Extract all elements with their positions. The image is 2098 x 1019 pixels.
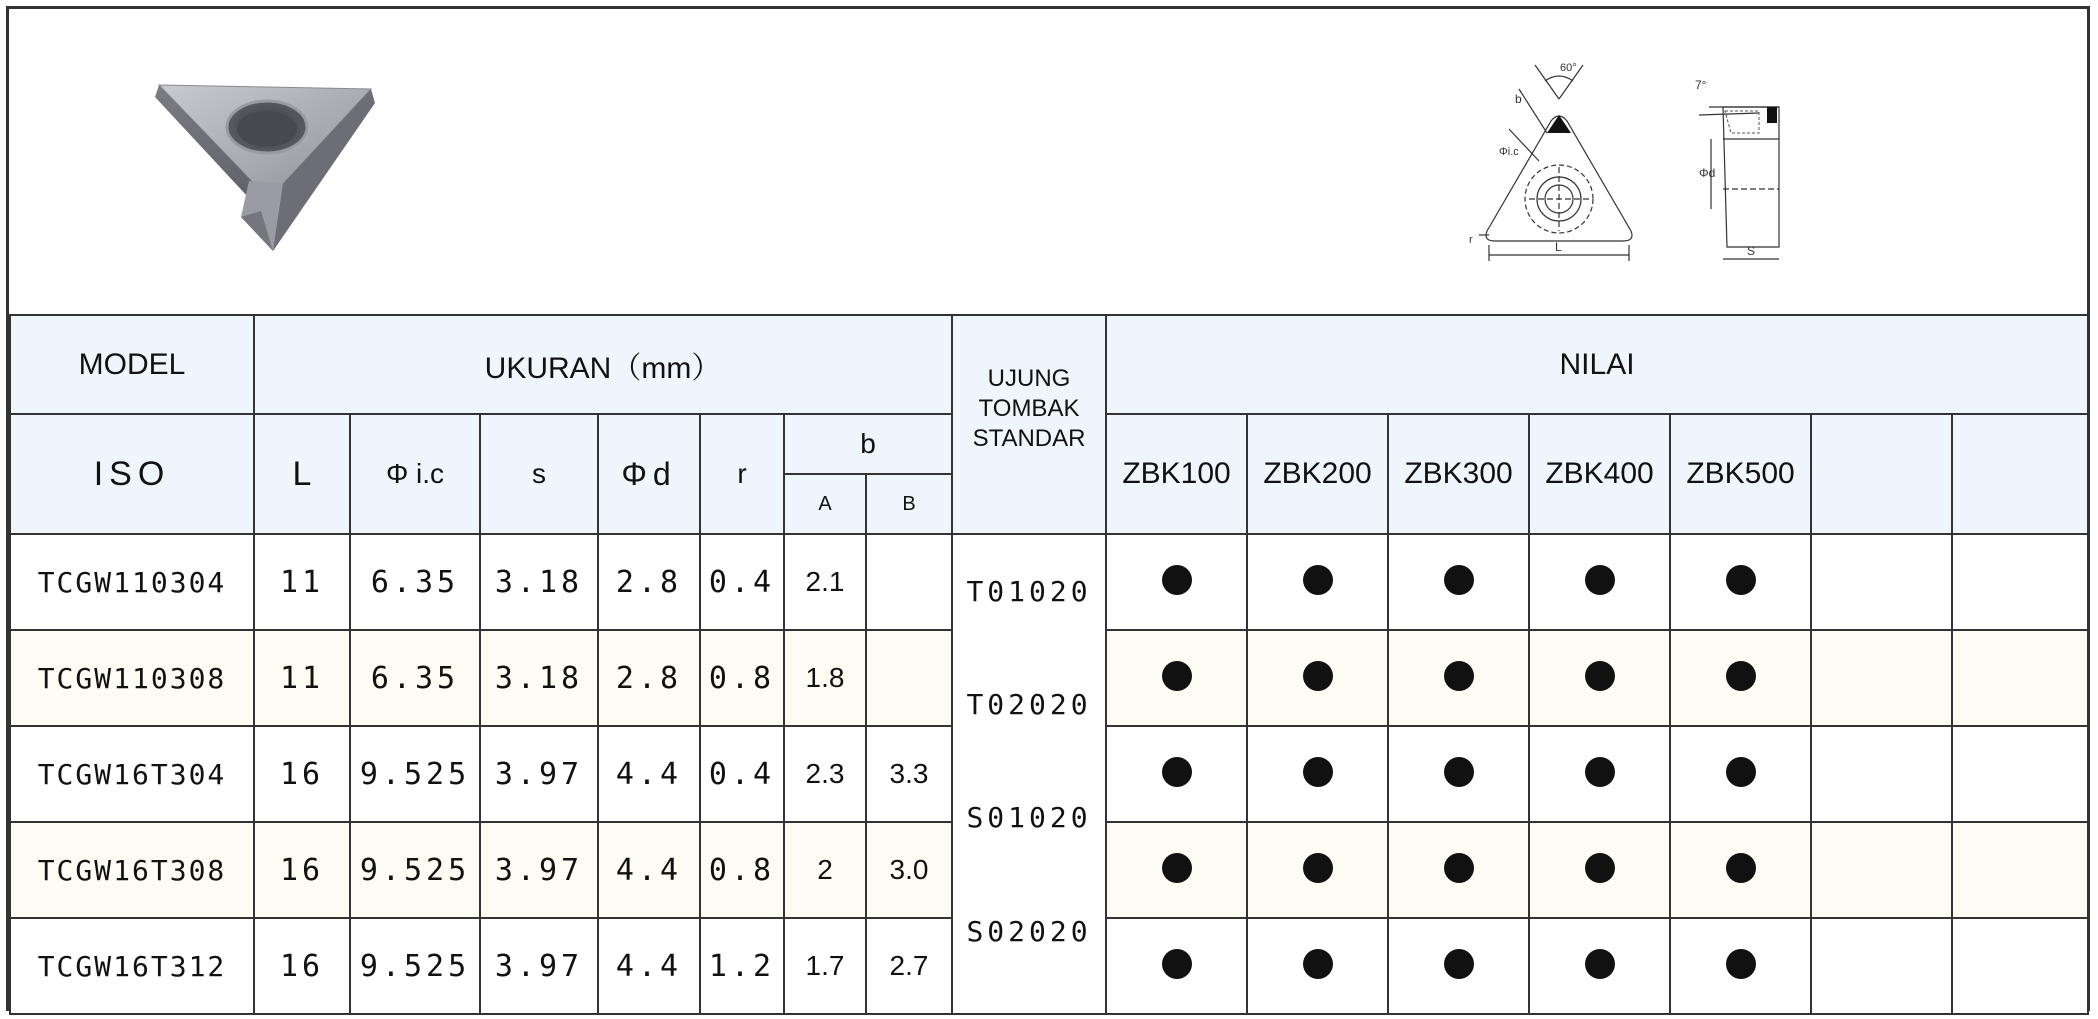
availability-dot [1303,661,1333,691]
d-cell: 4.4 [598,822,700,918]
dot-cell [1811,822,1952,918]
b-A-cell: 1.7 [784,918,866,1014]
availability-dot [1162,565,1192,595]
availability-dot [1444,565,1474,595]
dot-cell [1529,726,1670,822]
availability-dot [1726,565,1756,595]
availability-dot [1585,853,1615,883]
availability-dot [1726,757,1756,787]
d-cell: 4.4 [598,726,700,822]
availability-dot [1162,853,1192,883]
s-cell: 3.97 [480,918,598,1014]
r-cell: 1.2 [700,918,784,1014]
grade-header-2: ZBK200 [1247,414,1388,534]
dot-cell [1388,918,1529,1014]
availability-dot [1585,949,1615,979]
L-cell: 11 [254,534,350,630]
ic-cell: 6.35 [350,534,480,630]
availability-dot [1303,949,1333,979]
col-r-header: r [700,414,784,534]
dot-cell [1106,630,1247,726]
dot-cell [1247,726,1388,822]
dot-cell [1670,918,1811,1014]
L-label: L [1555,240,1562,254]
dot-cell [1529,822,1670,918]
s-cell: 3.18 [480,534,598,630]
s-cell: 3.97 [480,726,598,822]
dot-cell [1811,630,1952,726]
grade-header-3: ZBK300 [1388,414,1529,534]
ic-cell: 6.35 [350,630,480,726]
ic-label: Φi.c [1499,146,1519,158]
col-s-header: s [480,414,598,534]
standard-tip-4: S02020 [966,915,1092,948]
dot-cell [1388,630,1529,726]
dot-cell [1388,534,1529,630]
b-A-cell: 1.8 [784,630,866,726]
iso-cell: TCGW16T308 [10,822,254,918]
dot-cell [1247,918,1388,1014]
dot-cell [1952,534,2088,630]
insert-photo [149,71,379,261]
table-row [10,534,2088,630]
L-cell: 16 [254,822,350,918]
col-b-header: b [784,414,952,474]
b-B-cell [866,534,952,630]
b-B-cell: 3.3 [866,726,952,822]
iso-header: ISO [10,414,254,534]
dot-cell [1952,726,2088,822]
col-A-header: A [784,474,866,534]
availability-dot [1444,853,1474,883]
dot-cell [1670,630,1811,726]
standard-tip-3: S01020 [966,801,1092,834]
dot-cell [1952,822,2088,918]
b-A-cell: 2.3 [784,726,866,822]
availability-dot [1585,757,1615,787]
dot-cell [1811,918,1952,1014]
availability-dot [1585,565,1615,595]
grade-header-5: ZBK500 [1670,414,1811,534]
dot-cell [1388,822,1529,918]
iso-cell: TCGW110304 [10,534,254,630]
r-cell: 0.8 [700,630,784,726]
dot-cell [1247,822,1388,918]
col-ic-header: Φ i.c [350,414,480,534]
b-B-cell: 2.7 [866,918,952,1014]
dot-cell [1952,918,2088,1014]
dot-cell [1106,726,1247,822]
iso-cell: TCGW110308 [10,630,254,726]
availability-dot [1444,757,1474,787]
grade-header-7 [1952,414,2088,534]
availability-dot [1726,949,1756,979]
ic-cell: 9.525 [350,726,480,822]
b-A-cell: 2.1 [784,534,866,630]
d-cell: 4.4 [598,918,700,1014]
availability-dot [1162,949,1192,979]
r-cell: 0.4 [700,726,784,822]
availability-dot [1726,853,1756,883]
product-sheet [6,6,2090,1011]
b-A-cell: 2 [784,822,866,918]
spec-table [9,314,2089,1015]
availability-dot [1303,565,1333,595]
d-cell: 2.8 [598,630,700,726]
dot-cell [1529,630,1670,726]
col-L-header: L [254,414,350,534]
dot-cell [1106,822,1247,918]
dot-cell [1670,822,1811,918]
r-cell: 0.4 [700,534,784,630]
L-cell: 11 [254,630,350,726]
d-cell: 2.8 [598,534,700,630]
angle-label: 60° [1560,62,1577,74]
standard-tip-2: T02020 [966,688,1092,721]
availability-dot [1303,757,1333,787]
S-label: S [1747,244,1756,258]
standard-tips-cell [952,534,1106,1014]
grade-header-4: ZBK400 [1529,414,1670,534]
ic-cell: 9.525 [350,918,480,1014]
nilai-header: NILAI [1106,315,2088,414]
dot-cell [1529,918,1670,1014]
technical-drawing [1459,59,1809,289]
s-cell: 3.18 [480,630,598,726]
L-cell: 16 [254,918,350,1014]
availability-dot [1726,661,1756,691]
dot-cell [1670,534,1811,630]
standard-tip-1: T01020 [966,575,1092,608]
ujung-tombak-header: UJUNG TOMBAK STANDAR [952,315,1106,534]
availability-dot [1585,661,1615,691]
iso-cell: TCGW16T312 [10,918,254,1014]
L-cell: 16 [254,726,350,822]
iso-cell: TCGW16T304 [10,726,254,822]
dot-cell [1247,630,1388,726]
b-B-cell: 3.0 [866,822,952,918]
col-d-header: Φd [598,414,700,534]
dot-cell [1247,534,1388,630]
r-label: r [1469,234,1473,246]
b-label: b [1515,92,1522,106]
dot-cell [1811,534,1952,630]
availability-dot [1303,853,1333,883]
dot-cell [1670,726,1811,822]
model-header: MODEL [10,315,254,414]
d-label: Φd [1699,166,1716,180]
b-B-cell [866,630,952,726]
ukuran-header: UKURAN（mm） [254,315,952,414]
s-cell: 3.97 [480,822,598,918]
dot-cell [1106,918,1247,1014]
availability-dot [1162,757,1192,787]
dot-cell [1811,726,1952,822]
grade-header-6 [1811,414,1952,534]
availability-dot [1444,661,1474,691]
availability-dot [1444,949,1474,979]
grade-header-1: ZBK100 [1106,414,1247,534]
seven-degree-label: 7° [1695,78,1707,92]
col-B-header: B [866,474,952,534]
dot-cell [1388,726,1529,822]
r-cell: 0.8 [700,822,784,918]
availability-dot [1162,661,1192,691]
ic-cell: 9.525 [350,822,480,918]
dot-cell [1529,534,1670,630]
image-banner [9,9,2087,317]
dot-cell [1952,630,2088,726]
dot-cell [1106,534,1247,630]
